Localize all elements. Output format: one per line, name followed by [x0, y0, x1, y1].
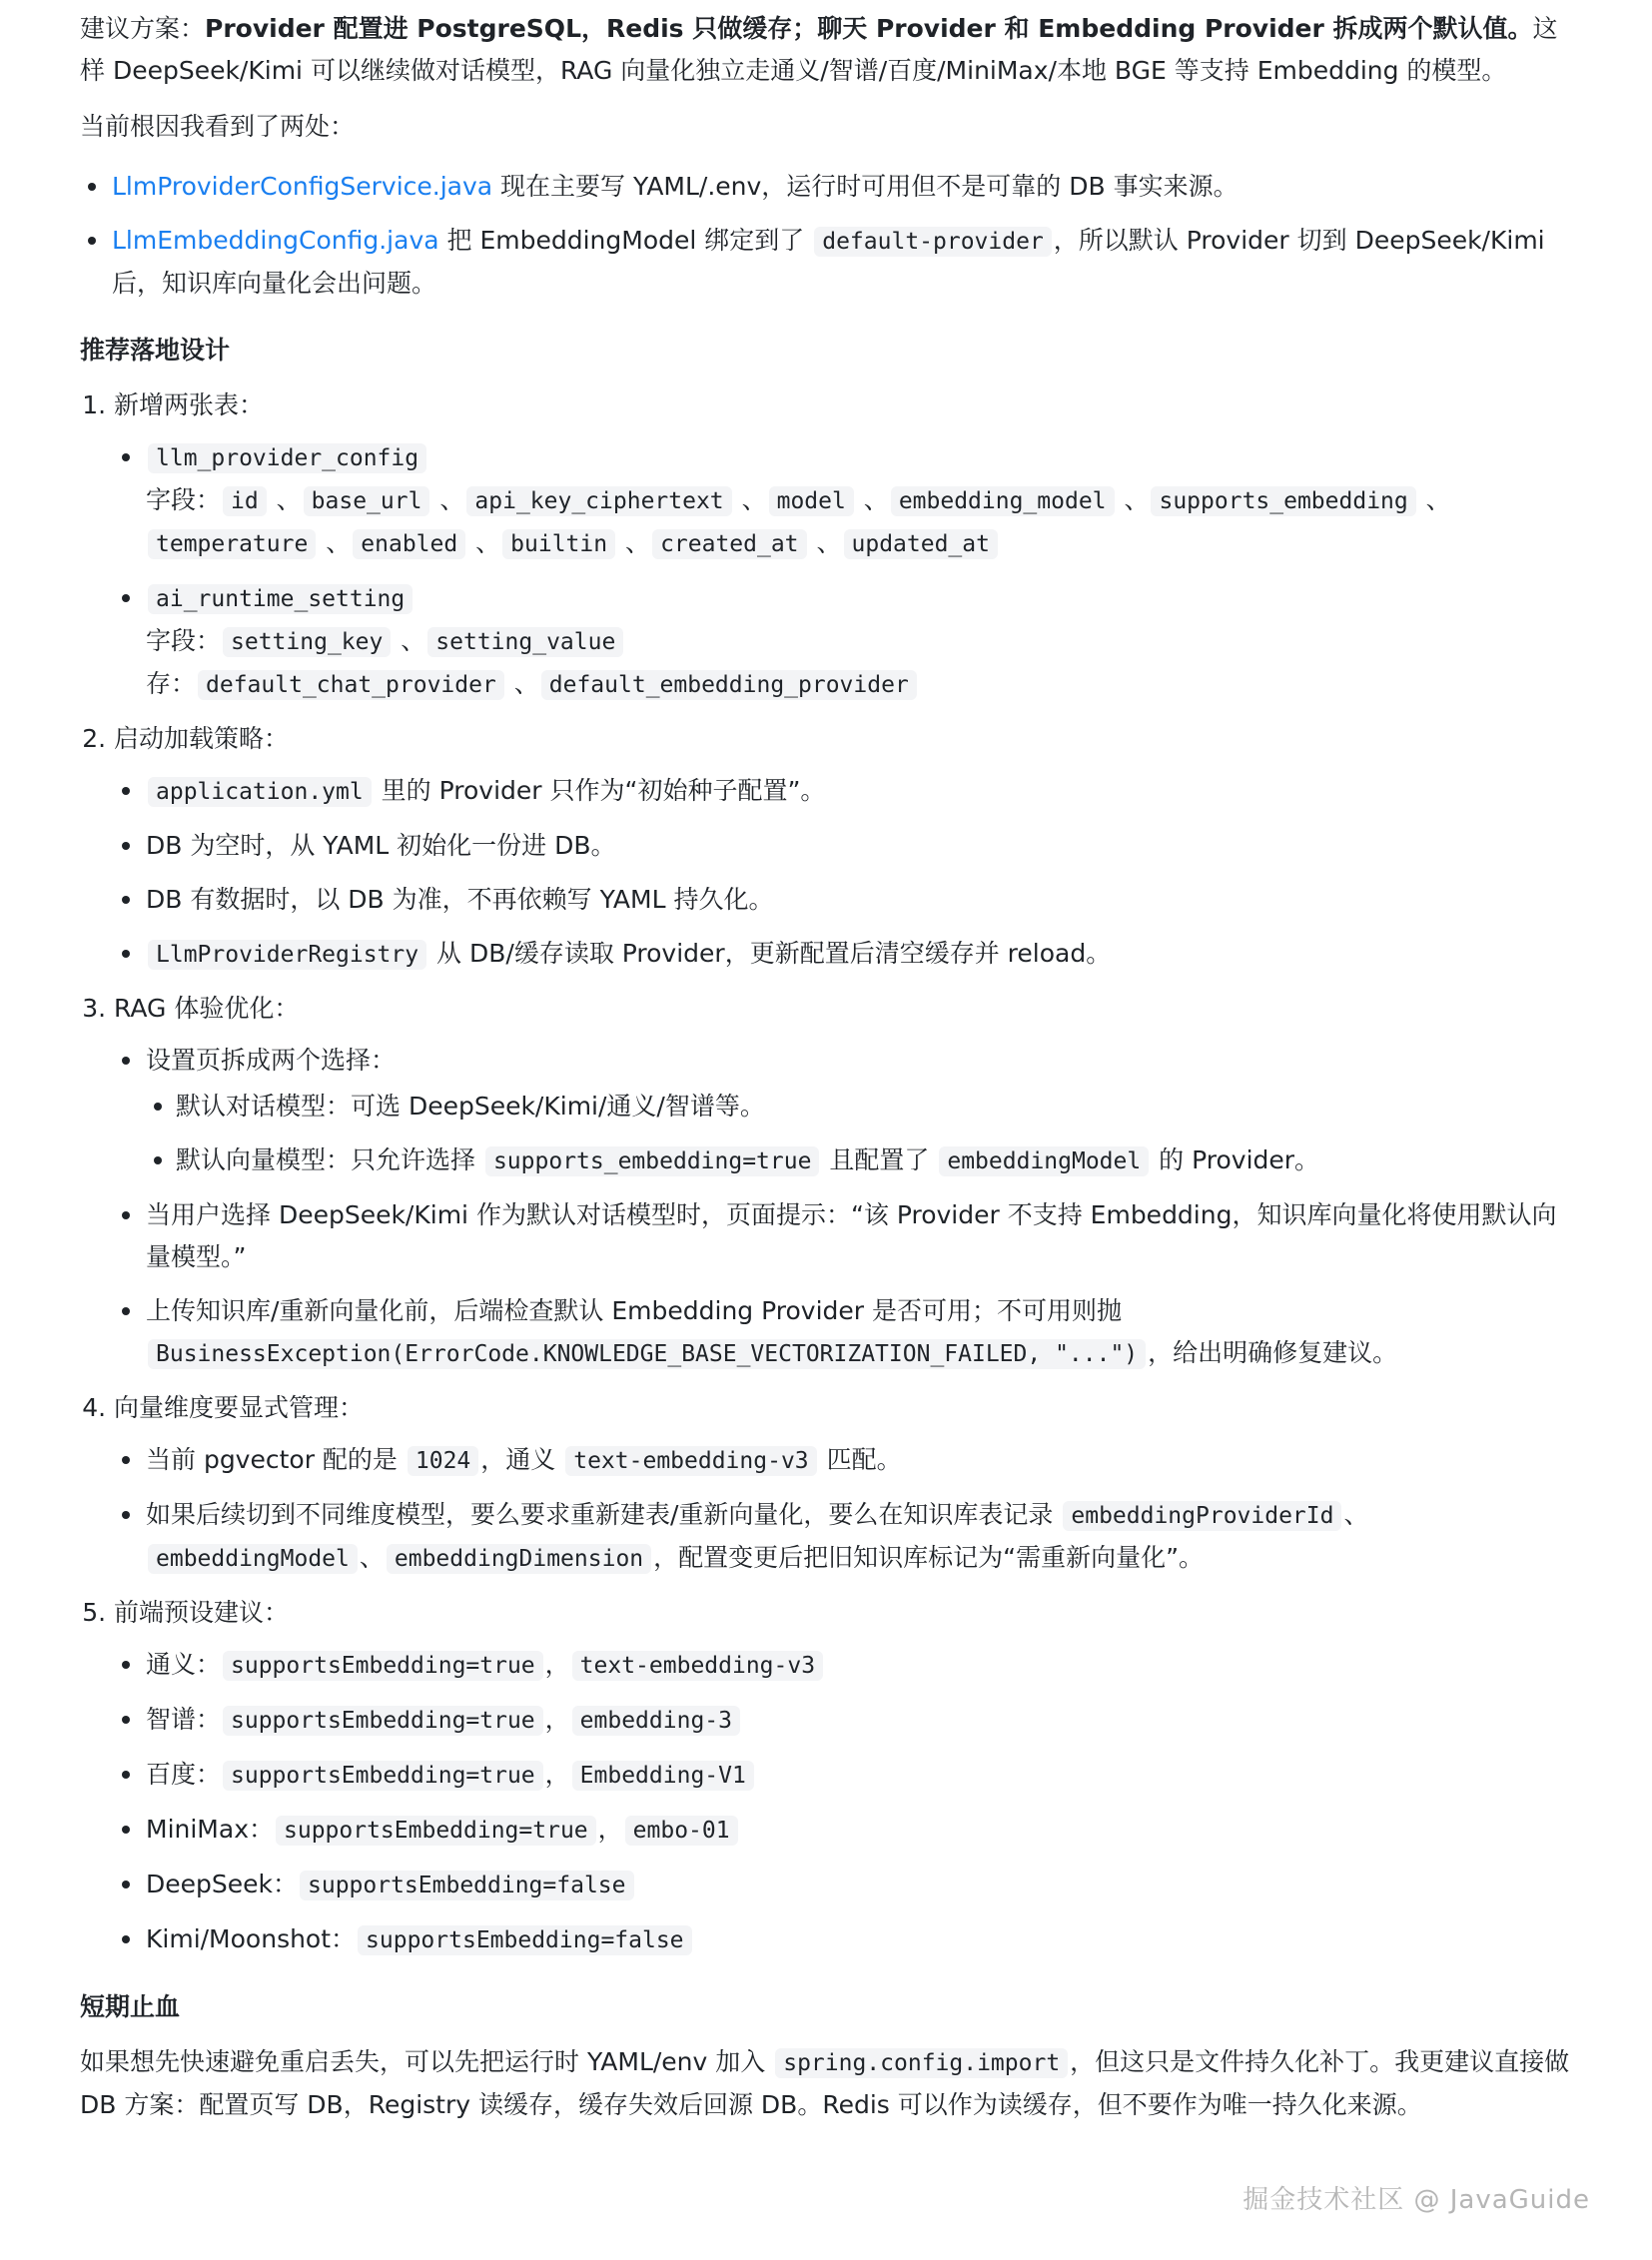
- list-item: DeepSeek： supportsEmbedding=false: [114, 1864, 1572, 1906]
- short-term-paragraph: 如果想先快速避免重启丢失，可以先把运行时 YAML/env 加入 spring.config.import ，但这只是文件持久化补丁。我更建议直接做 DB 方案：配置页写 DB，Registry 读缓存，缓存失效后回源 DB。Redis 可以作为读缓存，但不要作为唯一持久化来源。: [80, 2047, 1570, 2119]
- list-item: 智谱： supportsEmbedding=true ， embedding-3: [114, 1699, 1572, 1742]
- table-name: llm_provider_config: [148, 443, 426, 473]
- step-item: [114, 1592, 1572, 1961]
- inline-code: text-embedding-v3: [565, 1446, 816, 1476]
- inline-code: text-embedding-v3: [572, 1651, 823, 1681]
- section-heading: 推荐落地设计: [80, 336, 231, 365]
- inline-code: Embedding-V1: [572, 1761, 754, 1791]
- inline-code: embedding-3: [572, 1706, 740, 1736]
- inline-code: created_at: [652, 529, 806, 559]
- list-item: 如果后续切到不同维度模型，要么要求重新建表/重新向量化，要么在知识库表记录 embeddingProviderId 、embeddingModel 、 embeddingDimension ，配置变更后把旧知识库标记为“需重新向量化”。: [114, 1494, 1572, 1580]
- inline-code: embeddingDimension: [387, 1544, 651, 1574]
- list-item: 上传知识库/重新向量化前，后端检查默认 Embedding Provider 是否可用；不可用则抛 BusinessException(ErrorCode.KNOWLEDGE_BASE_VECTORIZATION_FAILED, "...") ，给出明确修复建议。: [114, 1290, 1572, 1375]
- step-item: [114, 988, 1572, 1375]
- list-item: DB 为空时，从 YAML 初始化一份进 DB。: [114, 825, 1572, 867]
- inline-code: embo-01: [625, 1816, 738, 1846]
- inline-code: model: [769, 486, 854, 516]
- list-item: 当用户选择 DeepSeek/Kimi 作为默认对话模型时，页面提示：“该 Provider 不支持 Embedding，知识库向量化将使用默认向量模型。”: [114, 1194, 1572, 1278]
- inline-code: api_key_ciphertext: [466, 486, 731, 516]
- list-item: 当前 pgvector 配的是 1024 ，通义 text-embedding-v3 匹配。: [114, 1439, 1572, 1482]
- inline-code: default_embedding_provider: [541, 670, 917, 700]
- list-item: LlmProviderConfigService.java 现在主要写 YAML/.env，运行时可用但不是可靠的 DB 事实来源。: [80, 166, 1572, 208]
- inline-code: temperature: [148, 529, 316, 559]
- inline-code: BusinessException(ErrorCode.KNOWLEDGE_BASE_VECTORIZATION_FAILED, "..."): [148, 1339, 1146, 1369]
- inline-code: embedding_model: [891, 486, 1115, 516]
- inline-code: default-provider: [814, 227, 1052, 257]
- step-title: 4. 向量维度要显式管理：: [114, 1393, 365, 1422]
- inline-code: embeddingProviderId: [1063, 1501, 1341, 1531]
- design-steps: [80, 384, 1572, 1961]
- inline-code: default_chat_provider: [198, 670, 504, 700]
- step-item: [114, 1387, 1572, 1580]
- step-item: [114, 718, 1572, 976]
- step-title: 2. 启动加载策略：: [114, 724, 290, 753]
- inline-code: id: [223, 486, 267, 516]
- section-heading: 短期止血: [80, 1992, 181, 2021]
- list-item: 设置页拆成两个选择： 默认对话模型：可选 DeepSeek/Kimi/通义/智谱等。 默认向量模型：只允许选择 supports_embedding=true 且配置了 embeddingModel 的 Provider。: [114, 1040, 1572, 1182]
- step-title: 3. RAG 体验优化：: [114, 994, 300, 1023]
- inline-code: supportsEmbedding=false: [300, 1871, 634, 1900]
- inline-code: supportsEmbedding=true: [223, 1761, 543, 1791]
- step-item: [114, 384, 1572, 706]
- intro-text: 建议方案：: [80, 14, 206, 43]
- inline-code: supportsEmbedding=true: [276, 1816, 596, 1846]
- intro-paragraph: [80, 8, 1572, 92]
- list-item: application.yml 里的 Provider 只作为“初始种子配置”。: [114, 770, 1572, 813]
- file-link[interactable]: LlmEmbeddingConfig.java: [112, 226, 439, 255]
- inline-code: embeddingModel: [148, 1544, 358, 1574]
- file-link[interactable]: LlmProviderConfigService.java: [112, 172, 493, 201]
- inline-code: enabled: [353, 529, 465, 559]
- intro-bold-text: Provider 配置进 PostgreSQL，Redis 只做缓存；聊天 Provider 和 Embedding Provider 拆成两个默认值。: [205, 14, 1533, 43]
- watermark: 掘金技术社区 @ JavaGuide: [1242, 2185, 1590, 2215]
- inline-code: base_url: [304, 486, 430, 516]
- inline-code: setting_key: [223, 627, 391, 657]
- inline-code: supportsEmbedding=true: [223, 1651, 543, 1681]
- inline-code: embeddingModel: [939, 1146, 1149, 1176]
- inline-code: supports_embedding: [1151, 486, 1415, 516]
- inline-code: application.yml: [148, 777, 372, 807]
- step-title: 5. 前端预设建议：: [114, 1598, 290, 1627]
- list-item: LlmEmbeddingConfig.java 把 EmbeddingModel 绑定到了 default-provider ，所以默认 Provider 切到 DeepSeek/Kimi 后，知识库向量化会出问题。: [80, 220, 1572, 305]
- inline-code: setting_value: [427, 627, 623, 657]
- list-item: MiniMax： supportsEmbedding=true ， embo-01: [114, 1809, 1572, 1852]
- root-cause-list: [80, 166, 1572, 305]
- inline-code: LlmProviderRegistry: [148, 940, 426, 970]
- inline-code: supportsEmbedding=false: [358, 1925, 692, 1955]
- list-item: Kimi/Moonshot： supportsEmbedding=false: [114, 1918, 1572, 1961]
- list-item: 通义： supportsEmbedding=true ， text-embedding-v3: [114, 1644, 1572, 1687]
- table-name: ai_runtime_setting: [148, 584, 413, 614]
- inline-code: supportsEmbedding=true: [223, 1706, 543, 1736]
- root-cause-intro: 当前根因我看到了两处：: [80, 112, 356, 141]
- list-item: 默认对话模型：可选 DeepSeek/Kimi/通义/智谱等。: [146, 1086, 1572, 1128]
- intro-text-2: 这样 DeepSeek/Kimi 可以继续做对话模型，RAG 向量化独立走通义/智谱/百度/MiniMax/本地 BGE 等支持 Embedding 的模型。: [80, 14, 1558, 85]
- inline-code: builtin: [502, 529, 615, 559]
- list-item: 默认向量模型：只允许选择 supports_embedding=true 且配置了 embeddingModel 的 Provider。: [146, 1139, 1572, 1182]
- list-item: llm_provider_config 字段： id 、 base_url 、 api_key_ciphertext 、 model 、 embedding_model 、 supports_embedding 、temperature 、 enabled 、 builtin 、 created_at 、 updated_at: [114, 436, 1572, 565]
- inline-code: spring.config.import: [775, 2048, 1068, 2078]
- list-item: 百度： supportsEmbedding=true ， Embedding-V1: [114, 1754, 1572, 1797]
- list-item: ai_runtime_setting 字段： setting_key 、 setting_value 存： default_chat_provider 、 default_embedding_provider: [114, 577, 1572, 706]
- list-item: LlmProviderRegistry 从 DB/缓存读取 Provider，更新配置后清空缓存并 reload。: [114, 933, 1572, 976]
- inline-code: 1024: [408, 1446, 478, 1476]
- inline-code: updated_at: [844, 529, 998, 559]
- step-title: 1. 新增两张表：: [114, 390, 265, 419]
- inline-code: supports_embedding=true: [485, 1146, 820, 1176]
- list-item: DB 有数据时，以 DB 为准，不再依赖写 YAML 持久化。: [114, 879, 1572, 921]
